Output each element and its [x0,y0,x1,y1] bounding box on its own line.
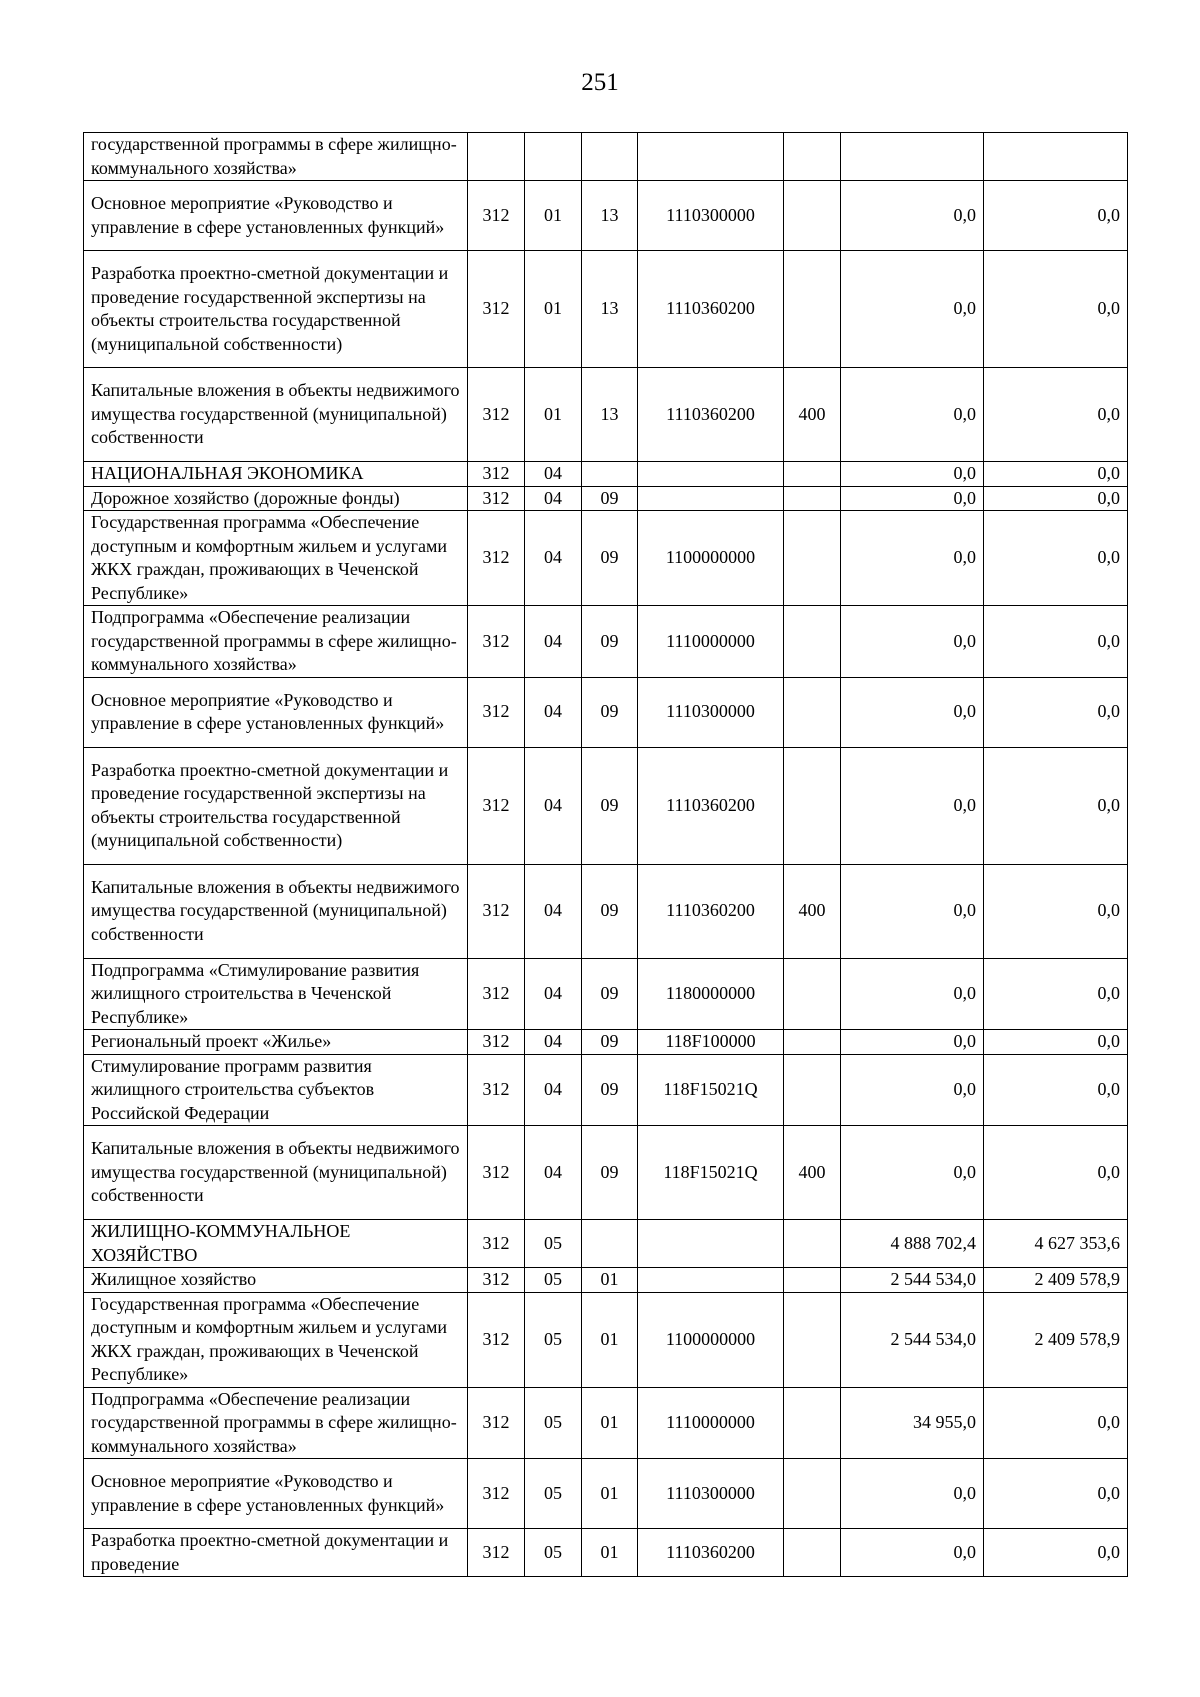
target-article-cell: 1110300000 [638,677,784,747]
table-row [84,606,1128,678]
target-article-cell [638,486,784,511]
subsection-code-cell [582,1220,638,1268]
row-name-cell: Капитальные вложения в объекты недвижимого имущества государственной (муниципальной) собственности [84,1126,468,1220]
subsection-code-cell: 09 [582,747,638,864]
budget-table-body [84,133,1128,1577]
row-name-cell: НАЦИОНАЛЬНАЯ ЭКОНОМИКА [84,462,468,487]
table-row [84,462,1128,487]
row-name-cell: Основное мероприятие «Руководство и управление в сфере установленных функций» [84,1459,468,1529]
expense-type-cell [784,1030,841,1055]
subsection-code-cell: 09 [582,486,638,511]
amount-year1-cell: 0,0 [841,958,984,1030]
target-article-cell: 1110360200 [638,747,784,864]
row-name-cell: Капитальные вложения в объекты недвижимого имущества государственной (муниципальной) собственности [84,368,468,462]
row-name-cell: ЖИЛИЩНО-КОММУНАЛЬНОЕ ХОЗЯЙСТВО [84,1220,468,1268]
table-row [84,486,1128,511]
row-name-cell: Разработка проектно-сметной документации и проведение государственной экспертизы на объекты строительства государственной (муниципальной собственности) [84,251,468,368]
ved-code-cell: 312 [468,864,525,958]
expense-type-cell: 400 [784,864,841,958]
row-name-cell: государственной программы в сфере жилищно-коммунального хозяйства» [84,133,468,181]
ved-code-cell: 312 [468,1126,525,1220]
subsection-code-cell: 13 [582,181,638,251]
ved-code-cell: 312 [468,511,525,606]
ved-code-cell: 312 [468,958,525,1030]
subsection-code-cell: 09 [582,864,638,958]
subsection-code-cell: 09 [582,677,638,747]
table-row [84,864,1128,958]
row-name-cell: Капитальные вложения в объекты недвижимого имущества государственной (муниципальной) собственности [84,864,468,958]
amount-year2-cell [984,133,1128,181]
table-row [84,677,1128,747]
amount-year2-cell: 0,0 [984,747,1128,864]
target-article-cell: 1110360200 [638,368,784,462]
amount-year2-cell: 0,0 [984,864,1128,958]
expense-type-cell [784,606,841,678]
amount-year2-cell: 4 627 353,6 [984,1220,1128,1268]
expense-type-cell [784,251,841,368]
ved-code-cell: 312 [468,1529,525,1577]
amount-year1-cell: 0,0 [841,606,984,678]
amount-year2-cell: 0,0 [984,251,1128,368]
table-row [84,1220,1128,1268]
target-article-cell: 1110360200 [638,864,784,958]
target-article-cell: 1110300000 [638,181,784,251]
target-article-cell [638,133,784,181]
subsection-code-cell: 01 [582,1268,638,1293]
amount-year1-cell: 0,0 [841,181,984,251]
target-article-cell [638,462,784,487]
table-row [84,511,1128,606]
section-code-cell: 04 [525,864,582,958]
row-name-cell: Региональный проект «Жилье» [84,1030,468,1055]
amount-year1-cell: 2 544 534,0 [841,1268,984,1293]
ved-code-cell: 312 [468,486,525,511]
target-article-cell: 1110360200 [638,251,784,368]
amount-year1-cell: 0,0 [841,251,984,368]
amount-year1-cell: 0,0 [841,1054,984,1126]
amount-year1-cell: 34 955,0 [841,1387,984,1459]
target-article-cell: 118F15021Q [638,1054,784,1126]
table-row [84,1054,1128,1126]
amount-year2-cell: 0,0 [984,486,1128,511]
table-row [84,1126,1128,1220]
table-row [84,1268,1128,1293]
table-row [84,251,1128,368]
expense-type-cell [784,1387,841,1459]
amount-year1-cell: 0,0 [841,511,984,606]
section-code-cell: 04 [525,1054,582,1126]
amount-year1-cell: 2 544 534,0 [841,1292,984,1387]
table-row [84,958,1128,1030]
amount-year2-cell: 0,0 [984,462,1128,487]
ved-code-cell: 312 [468,1292,525,1387]
row-name-cell: Стимулирование программ развития жилищного строительства субъектов Российской Федерации [84,1054,468,1126]
subsection-code-cell: 01 [582,1459,638,1529]
expense-type-cell [784,1220,841,1268]
row-name-cell: Подпрограмма «Обеспечение реализации государственной программы в сфере жилищно-коммунального хозяйства» [84,1387,468,1459]
row-name-cell: Основное мероприятие «Руководство и управление в сфере установленных функций» [84,181,468,251]
subsection-code-cell: 09 [582,958,638,1030]
ved-code-cell: 312 [468,251,525,368]
amount-year2-cell: 0,0 [984,958,1128,1030]
ved-code-cell: 312 [468,181,525,251]
budget-table [83,132,1128,1577]
target-article-cell [638,1268,784,1293]
row-name-cell: Дорожное хозяйство (дорожные фонды) [84,486,468,511]
row-name-cell: Государственная программа «Обеспечение доступным и комфортным жильем и услугами ЖКХ граждан, проживающих в Чеченской Республике» [84,1292,468,1387]
target-article-cell: 1110360200 [638,1529,784,1577]
target-article-cell: 1110000000 [638,1387,784,1459]
section-code-cell: 04 [525,511,582,606]
subsection-code-cell: 01 [582,1292,638,1387]
section-code-cell: 05 [525,1529,582,1577]
row-name-cell: Жилищное хозяйство [84,1268,468,1293]
section-code-cell: 05 [525,1292,582,1387]
target-article-cell: 118F100000 [638,1030,784,1055]
section-code-cell: 04 [525,677,582,747]
amount-year2-cell: 0,0 [984,1126,1128,1220]
ved-code-cell: 312 [468,1054,525,1126]
amount-year2-cell: 0,0 [984,368,1128,462]
expense-type-cell [784,958,841,1030]
amount-year2-cell: 0,0 [984,511,1128,606]
expense-type-cell [784,181,841,251]
row-name-cell: Разработка проектно-сметной документации и проведение [84,1529,468,1577]
subsection-code-cell: 01 [582,1529,638,1577]
section-code-cell: 04 [525,1126,582,1220]
target-article-cell: 118F15021Q [638,1126,784,1220]
section-code-cell: 05 [525,1268,582,1293]
amount-year2-cell: 0,0 [984,181,1128,251]
section-code-cell: 05 [525,1220,582,1268]
section-code-cell: 04 [525,747,582,864]
section-code-cell: 04 [525,958,582,1030]
target-article-cell: 1100000000 [638,511,784,606]
amount-year1-cell: 0,0 [841,677,984,747]
expense-type-cell [784,133,841,181]
amount-year1-cell: 0,0 [841,1126,984,1220]
subsection-code-cell: 13 [582,368,638,462]
section-code-cell: 01 [525,251,582,368]
amount-year2-cell: 0,0 [984,1529,1128,1577]
target-article-cell: 1100000000 [638,1292,784,1387]
section-code-cell [525,133,582,181]
section-code-cell: 01 [525,368,582,462]
table-row [84,747,1128,864]
target-article-cell [638,1220,784,1268]
row-name-cell: Подпрограмма «Стимулирование развития жилищного строительства в Чеченской Республике» [84,958,468,1030]
page-number: 251 [581,69,619,96]
expense-type-cell [784,511,841,606]
table-row [84,181,1128,251]
table-row [84,1030,1128,1055]
amount-year2-cell: 0,0 [984,606,1128,678]
table-row [84,1529,1128,1577]
ved-code-cell: 312 [468,747,525,864]
section-code-cell: 04 [525,606,582,678]
ved-code-cell: 312 [468,1030,525,1055]
section-code-cell: 04 [525,486,582,511]
ved-code-cell: 312 [468,677,525,747]
amount-year2-cell: 2 409 578,9 [984,1292,1128,1387]
section-code-cell: 05 [525,1387,582,1459]
subsection-code-cell: 09 [582,511,638,606]
table-row [84,1459,1128,1529]
expense-type-cell [784,1054,841,1126]
subsection-code-cell: 09 [582,606,638,678]
subsection-code-cell: 13 [582,251,638,368]
section-code-cell: 01 [525,181,582,251]
expense-type-cell [784,486,841,511]
amount-year1-cell: 0,0 [841,1030,984,1055]
ved-code-cell: 312 [468,1220,525,1268]
expense-type-cell [784,1268,841,1293]
row-name-cell: Разработка проектно-сметной документации и проведение государственной экспертизы на объекты строительства государственной (муниципальной собственности) [84,747,468,864]
amount-year2-cell: 0,0 [984,1030,1128,1055]
amount-year1-cell: 0,0 [841,1459,984,1529]
amount-year1-cell: 0,0 [841,747,984,864]
amount-year1-cell: 0,0 [841,486,984,511]
ved-code-cell: 312 [468,1387,525,1459]
expense-type-cell [784,462,841,487]
target-article-cell: 1180000000 [638,958,784,1030]
ved-code-cell: 312 [468,1268,525,1293]
table-row [84,1387,1128,1459]
subsection-code-cell: 09 [582,1030,638,1055]
expense-type-cell [784,1459,841,1529]
ved-code-cell [468,133,525,181]
section-code-cell: 04 [525,1030,582,1055]
target-article-cell: 1110300000 [638,1459,784,1529]
expense-type-cell [784,1529,841,1577]
expense-type-cell [784,747,841,864]
amount-year2-cell: 0,0 [984,677,1128,747]
ved-code-cell: 312 [468,606,525,678]
subsection-code-cell [582,133,638,181]
amount-year2-cell: 0,0 [984,1387,1128,1459]
row-name-cell: Основное мероприятие «Руководство и управление в сфере установленных функций» [84,677,468,747]
subsection-code-cell: 09 [582,1054,638,1126]
amount-year1-cell: 4 888 702,4 [841,1220,984,1268]
amount-year1-cell: 0,0 [841,1529,984,1577]
amount-year2-cell: 2 409 578,9 [984,1268,1128,1293]
ved-code-cell: 312 [468,1459,525,1529]
expense-type-cell [784,1292,841,1387]
row-name-cell: Подпрограмма «Обеспечение реализации государственной программы в сфере жилищно-коммунального хозяйства» [84,606,468,678]
table-row [84,368,1128,462]
table-row [84,133,1128,181]
expense-type-cell: 400 [784,1126,841,1220]
expense-type-cell: 400 [784,368,841,462]
row-name-cell: Государственная программа «Обеспечение доступным и комфортным жильем и услугами ЖКХ граждан, проживающих в Чеченской Республике» [84,511,468,606]
amount-year1-cell: 0,0 [841,368,984,462]
ved-code-cell: 312 [468,462,525,487]
expense-type-cell [784,677,841,747]
subsection-code-cell: 09 [582,1126,638,1220]
subsection-code-cell: 01 [582,1387,638,1459]
amount-year2-cell: 0,0 [984,1054,1128,1126]
amount-year1-cell: 0,0 [841,864,984,958]
amount-year1-cell: 0,0 [841,462,984,487]
ved-code-cell: 312 [468,368,525,462]
target-article-cell: 1110000000 [638,606,784,678]
section-code-cell: 04 [525,462,582,487]
amount-year1-cell [841,133,984,181]
subsection-code-cell [582,462,638,487]
table-row [84,1292,1128,1387]
section-code-cell: 05 [525,1459,582,1529]
amount-year2-cell: 0,0 [984,1459,1128,1529]
